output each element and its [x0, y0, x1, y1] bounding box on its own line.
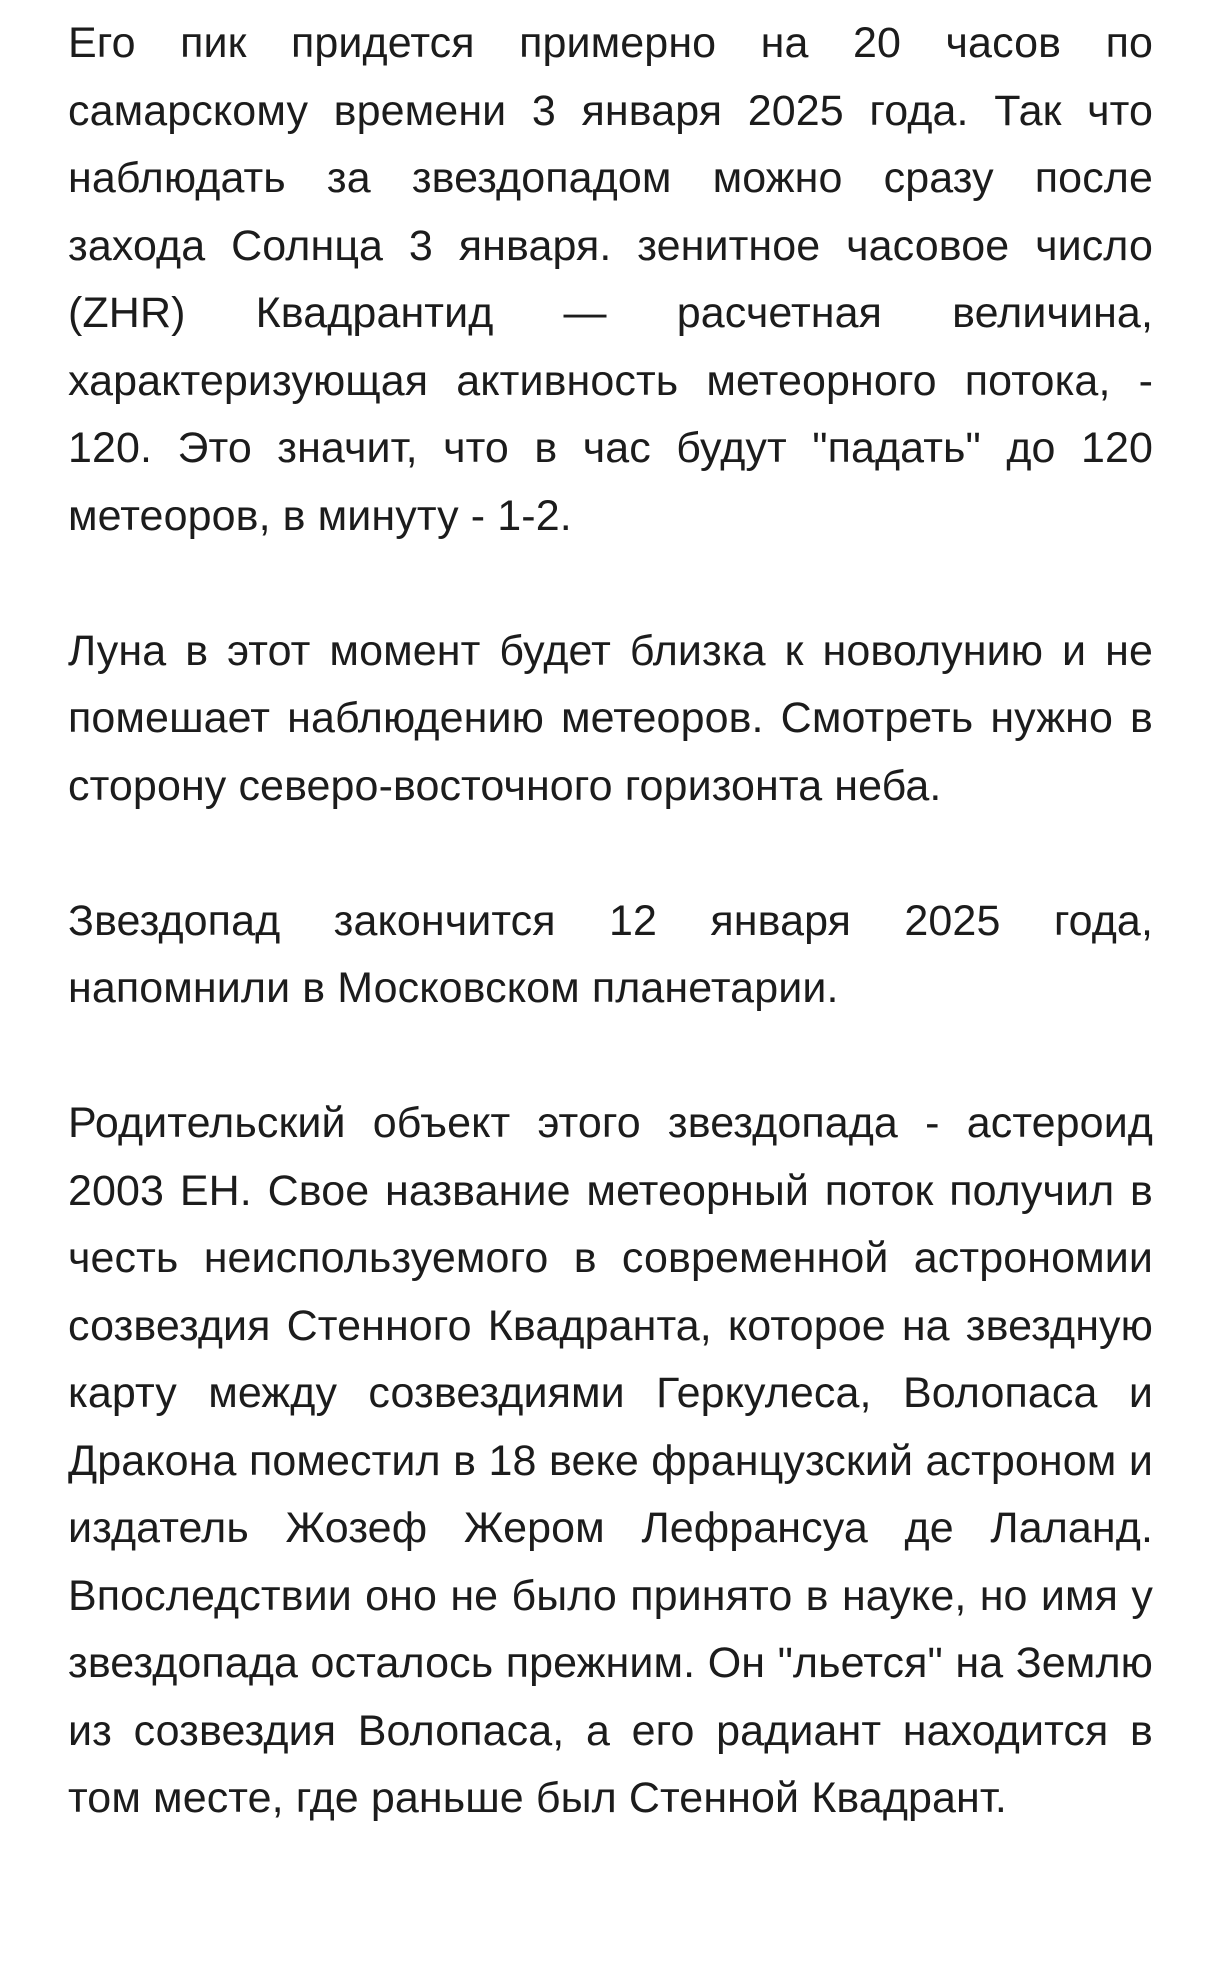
paragraph-peak-time: Его пик придется примерно на 20 часов по самарскому времени 3 января 2025 года. Так что наблюдать за звездопадом можно сразу после захода Солнца 3 января. зенитное часовое число (ZHR) Квадрантид — расчетная величина, характеризующая активность метеорного потока, - 120. Это значит, что в час будут "падать" до 120 метеоров, в минуту - 1-2. — [68, 19, 1153, 540]
paragraph-parent-object: Родительский объект этого звездопада - астероид 2003 EH. Свое название метеорный поток получил в честь неиспользуемого в современной астрономии созвездия Стенного Квадранта, которое на звездную карту между созвездиями Геркулеса, Волопаса и Дракона поместил в 18 веке французский астроном и издатель Жозеф Жером Лефрансуа де Лаланд. Впоследствии оно не было принято в науке, но имя у звездопада осталось прежним. Он "льется" на Землю из созвездия Волопаса, а его радиант находится в том месте, где раньше был Стенной Квадрант. — [68, 1099, 1153, 1822]
paragraph-moon-phase: Луна в этот момент будет близка к новолунию и не помешает наблюдению метеоров. Смотреть нужно в сторону северо-восточного горизонта неба. — [68, 626, 1153, 810]
paragraph-end-date: Звездопад закончится 12 января 2025 года, напомнили в Московском планетарии. — [68, 896, 1153, 1012]
article-body — [68, 10, 1153, 1833]
